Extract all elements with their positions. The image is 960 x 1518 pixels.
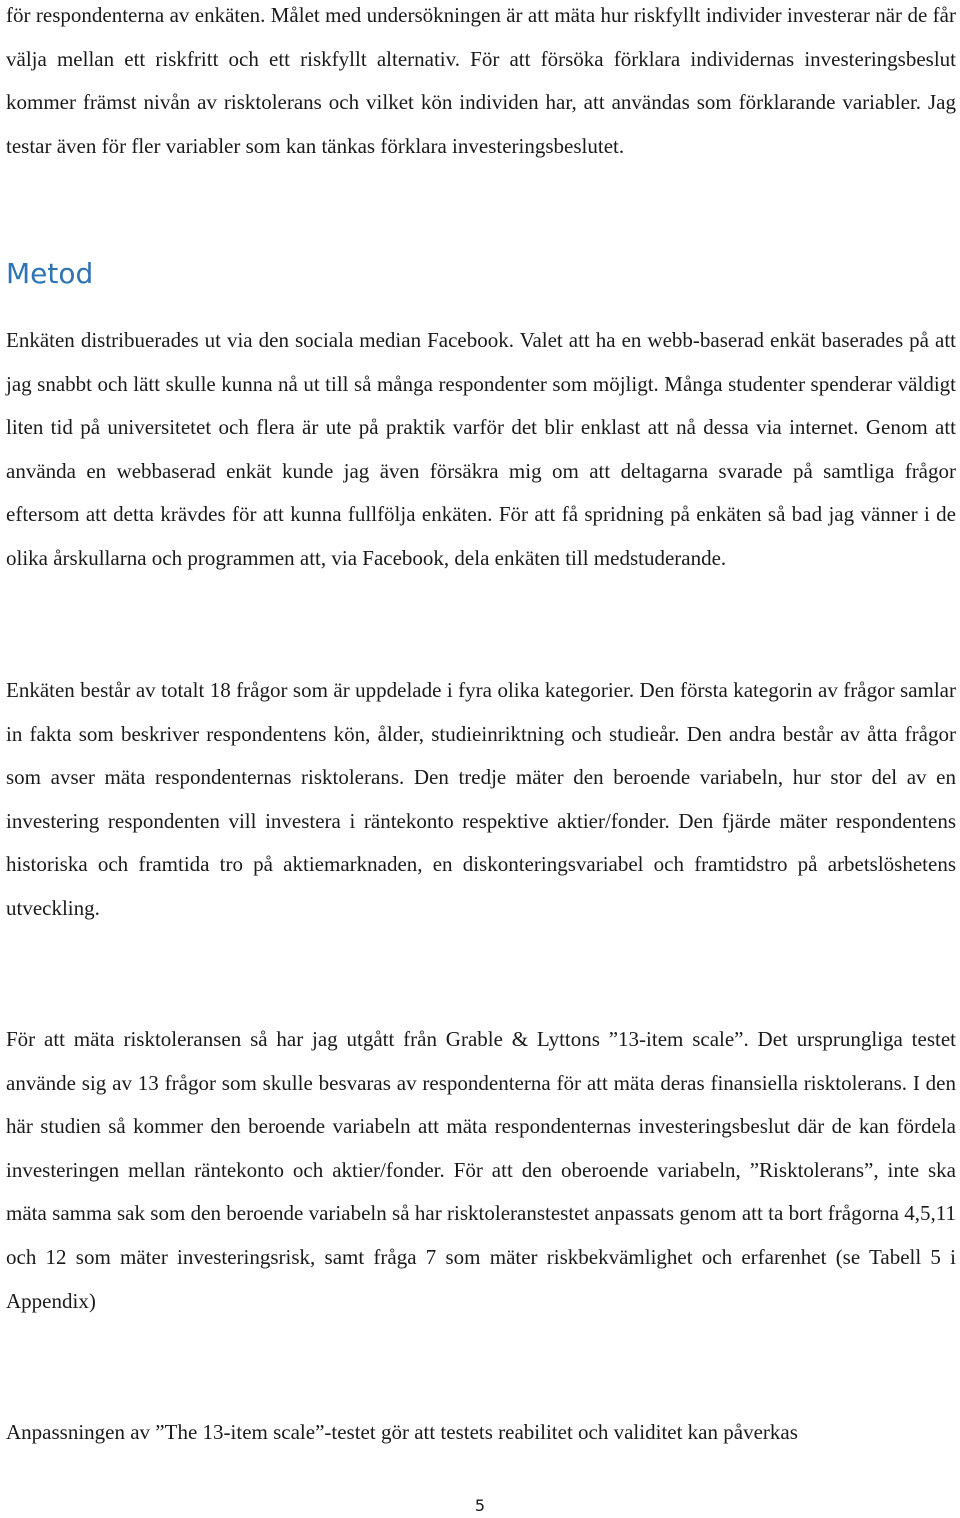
method-paragraph-distribution: Enkäten distribuerades ut via den sociala median Facebook. Valet att ha en webb-baserad enkät baserades på att jag snabbt och lätt skulle kunna nå ut till så många respondenter som möjligt. Många studenter spenderar väldigt liten tid på universitetet och flera är ute på praktik varför det blir enklast att nå dessa via internet. Genom att använda en webbaserad enkät kunde jag även försäkra mig om att deltagarna svarade på samtliga frågor eftersom att detta krävdes för att kunna fullfölja enkäten. För att få spridning på enkäten så bad jag vänner i de olika årskullarna och programmen att, via Facebook, dela enkäten till medstuderande. xyxy=(6,328,956,570)
method-paragraph-survey-structure: Enkäten består av totalt 18 frågor som är uppdelade i fyra olika kategorier. Den första kategorin av frågor samlar in fakta som beskriver respondentens kön, ålder, studieinriktning och studieår. Den andra består av åtta frågor som avser mäta respondenternas risktolerans. Den tredje mäter den beroende variabeln, hur stor del av en investering respondenten vill investera i räntekonto respektive aktier/fonder. Den fjärde mäter respondentens historiska och framtida tro på aktiemarknaden, en diskonteringsvariabel och framtidstro på arbetslöshetens utveckling. xyxy=(6,678,956,920)
method-paragraph-adaptation: Anpassningen av ”The 13-item scale”-testet gör att testets reabilitet och validitet kan påverkas xyxy=(6,1420,798,1444)
page-number: 5 xyxy=(474,1496,486,1515)
intro-paragraph: för respondenterna av enkäten. Målet med undersökningen är att mäta hur riskfyllt individer investerar när de får välja mellan ett riskfritt och ett riskfyllt alternativ. För att försöka förklara individernas investeringsbeslut kommer främst nivån av risktolerans och vilket kön individen har, att användas som förklarande variabler. Jag testar även för fler variabler som kan tänkas förklara investeringsbeslutet. xyxy=(6,3,956,158)
method-paragraph-risk-tolerance: För att mäta risktoleransen så har jag utgått från Grable & Lyttons ”13-item scale”. Det ursprungliga testet använde sig av 13 frågor som skulle besvaras av respondenterna för att mäta deras finansiella risktolerans. I den här studien så kommer den beroende variabeln att mäta respondenternas investeringsbeslut där de kan fördela investeringen mellan räntekonto och aktier/fonder. För att den oberoende variabeln, ”Risktolerans”, inte ska mäta samma sak som den beroende variabeln så har risktoleranstestet anpassats genom att ta bort frågorna 4,5,11 och 12 som mäter investeringsrisk, samt fråga 7 som mäter riskbekvämlighet och erfarenhet (se Tabell 5 i Appendix) xyxy=(6,1027,956,1313)
section-heading-method: Metod xyxy=(6,257,94,290)
